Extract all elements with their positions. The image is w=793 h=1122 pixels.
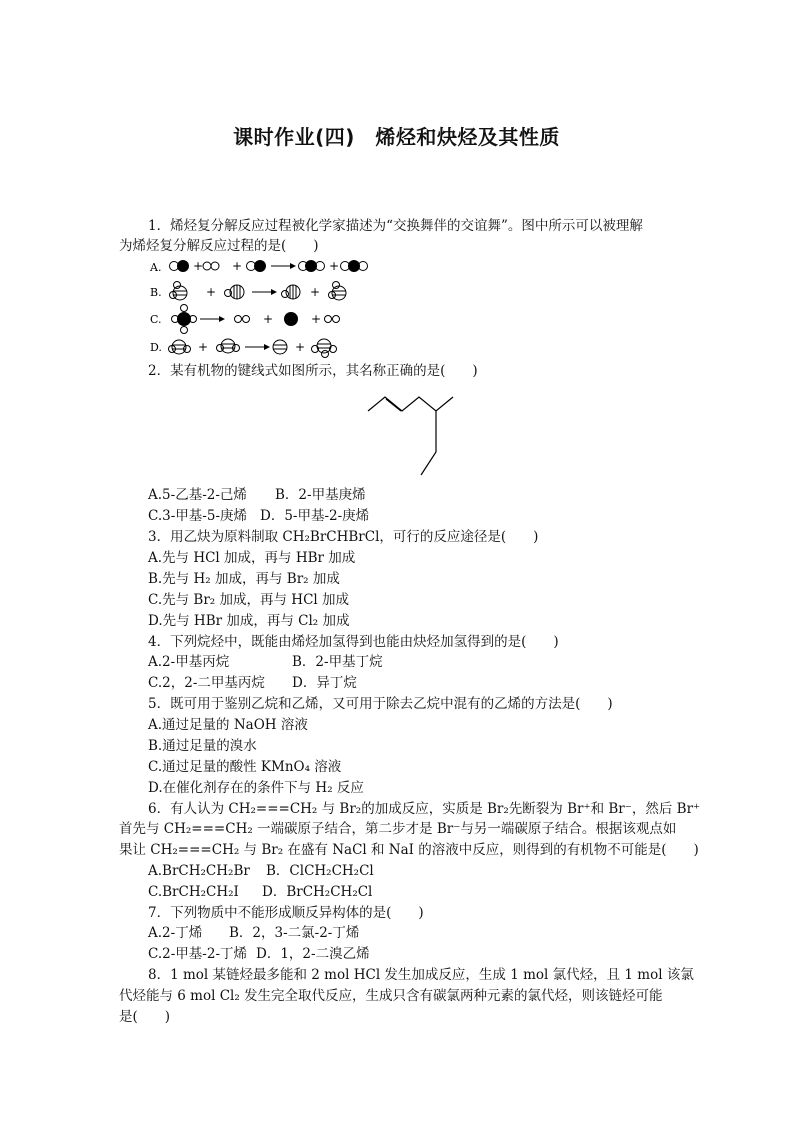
page-title: 课时作业(四) 烯烃和炔烃及其性质 [233, 125, 560, 149]
q7-option-a[interactable]: A.2-丁烯 [148, 925, 203, 941]
q6-stem-line2: 首先与 CH₂===CH₂ 一端碳原子结合，第二步才是 Br⁻与另一端碳原子结合。根据该观点如 [119, 821, 677, 837]
svg-text:+: + [310, 285, 321, 299]
q2-stem: 2．某有机物的键线式如图所示，其名称正确的是( ) [148, 363, 478, 379]
q5-option-c[interactable]: C.通过足量的酸性 KMnO₄ 溶液 [148, 759, 342, 775]
q2-option-d[interactable]: D．5-甲基-2-庚烯 [260, 508, 370, 524]
q8-stem-line3: 是( ) [119, 1009, 171, 1025]
svg-text:+: + [329, 259, 340, 273]
q3-option-c[interactable]: C.先与 Br₂ 加成，再与 HCl 加成 [148, 592, 350, 608]
q7-option-c[interactable]: C.2-甲基-2-丁烯 [148, 946, 248, 962]
q4-stem: 4．下列烷烃中，既能由烯烃加氢得到也能由炔烃加氢得到的是( ) [148, 634, 559, 650]
svg-text:+: + [295, 340, 306, 354]
q8-stem-line2: 代烃能与 6 mol Cl₂ 发生完全取代反应，生成只含有碳氯两种元素的氯代烃，则该链烃可能 [119, 988, 663, 1004]
svg-text:+: + [263, 312, 274, 326]
q5-option-d[interactable]: D.在催化剂存在的条件下与 H₂ 反应 [148, 780, 364, 796]
q2-option-b[interactable]: B．2-甲基庚烯 [275, 487, 366, 503]
svg-text:+: + [311, 312, 322, 326]
q1-stem-line2: 为烯烃复分解反应过程的是( ) [119, 238, 319, 254]
q6-option-b[interactable]: B．ClCH₂CH₂Cl [266, 863, 374, 879]
q6-option-c[interactable]: C.BrCH₂CH₂I [148, 884, 239, 900]
svg-text:+: + [193, 259, 204, 273]
q7-option-d[interactable]: D．1，2-二溴乙烯 [256, 946, 370, 962]
q6-option-d[interactable]: D．BrCH₂CH₂Cl [262, 884, 373, 900]
q1-option-b-diagram [150, 281, 390, 305]
q1-stem-line1: 1．烯烃复分解反应过程被化学家描述为“交换舞伴的交谊舞”。图中所示可以被理解 [148, 218, 643, 234]
q1-option-c-label: C. [150, 313, 162, 326]
q4-option-b[interactable]: B．2-甲基丁烷 [292, 654, 383, 670]
q4-option-a[interactable]: A.2-甲基丙烷 [148, 654, 230, 670]
q2-skeletal-structure [365, 388, 465, 480]
q1-option-d-diagram [150, 336, 390, 358]
q1-option-a-diagram [150, 257, 390, 279]
q5-option-a[interactable]: A.通过足量的 NaOH 溶液 [148, 717, 308, 733]
q1-option-b-label: B. [150, 286, 162, 299]
q6-option-a[interactable]: A.BrCH₂CH₂Br [148, 863, 250, 879]
q2-option-c[interactable]: C.3-甲基-5-庚烯 [148, 508, 248, 524]
q4-option-c[interactable]: C.2，2-二甲基丙烷 [148, 675, 265, 691]
q1-option-c-diagram [150, 305, 390, 335]
q6-stem-line3: 果让 CH₂===CH₂ 与 Br₂ 在盛有 NaCl 和 NaI 的溶液中反应，则得到的有机物不可能是( ) [119, 842, 699, 858]
q8-stem-line1: 8．1 mol 某链烃最多能和 2 mol HCl 发生加成反应，生成 1 mol 氯代烃，且 1 mol 该氯 [148, 967, 694, 983]
q4-option-d[interactable]: D．异丁烷 [292, 675, 357, 691]
q7-option-b[interactable]: B．2，3-二氯-2-丁烯 [229, 925, 360, 941]
q6-stem-line1: 6．有人认为 CH₂===CH₂ 与 Br₂的加成反应，实质是 Br₂先断裂为 Br⁺和 Br⁻，然后 Br⁺ [148, 801, 701, 817]
q5-stem: 5．既可用于鉴别乙烷和乙烯，又可用于除去乙烷中混有的乙烯的方法是( ) [148, 696, 613, 712]
q7-stem: 7．下列物质中不能形成顺反异构体的是( ) [148, 905, 424, 921]
q3-option-b[interactable]: B.先与 H₂ 加成，再与 Br₂ 加成 [148, 571, 340, 587]
svg-text:+: + [206, 285, 217, 299]
q1-option-d-label: D. [150, 341, 162, 354]
q5-option-b[interactable]: B.通过足量的溴水 [148, 738, 257, 754]
q3-option-a[interactable]: A.先与 HCl 加成，再与 HBr 加成 [148, 550, 356, 566]
q1-option-a-label: A. [150, 261, 162, 274]
svg-text:+: + [232, 259, 243, 273]
q3-option-d[interactable]: D.先与 HBr 加成，再与 Cl₂ 加成 [148, 613, 350, 629]
q2-option-a[interactable]: A.5-乙基-2-己烯 [148, 487, 247, 503]
svg-text:+: + [198, 340, 209, 354]
q3-stem: 3．用乙炔为原料制取 CH₂BrCHBrCl，可行的反应途径是( ) [148, 529, 539, 545]
